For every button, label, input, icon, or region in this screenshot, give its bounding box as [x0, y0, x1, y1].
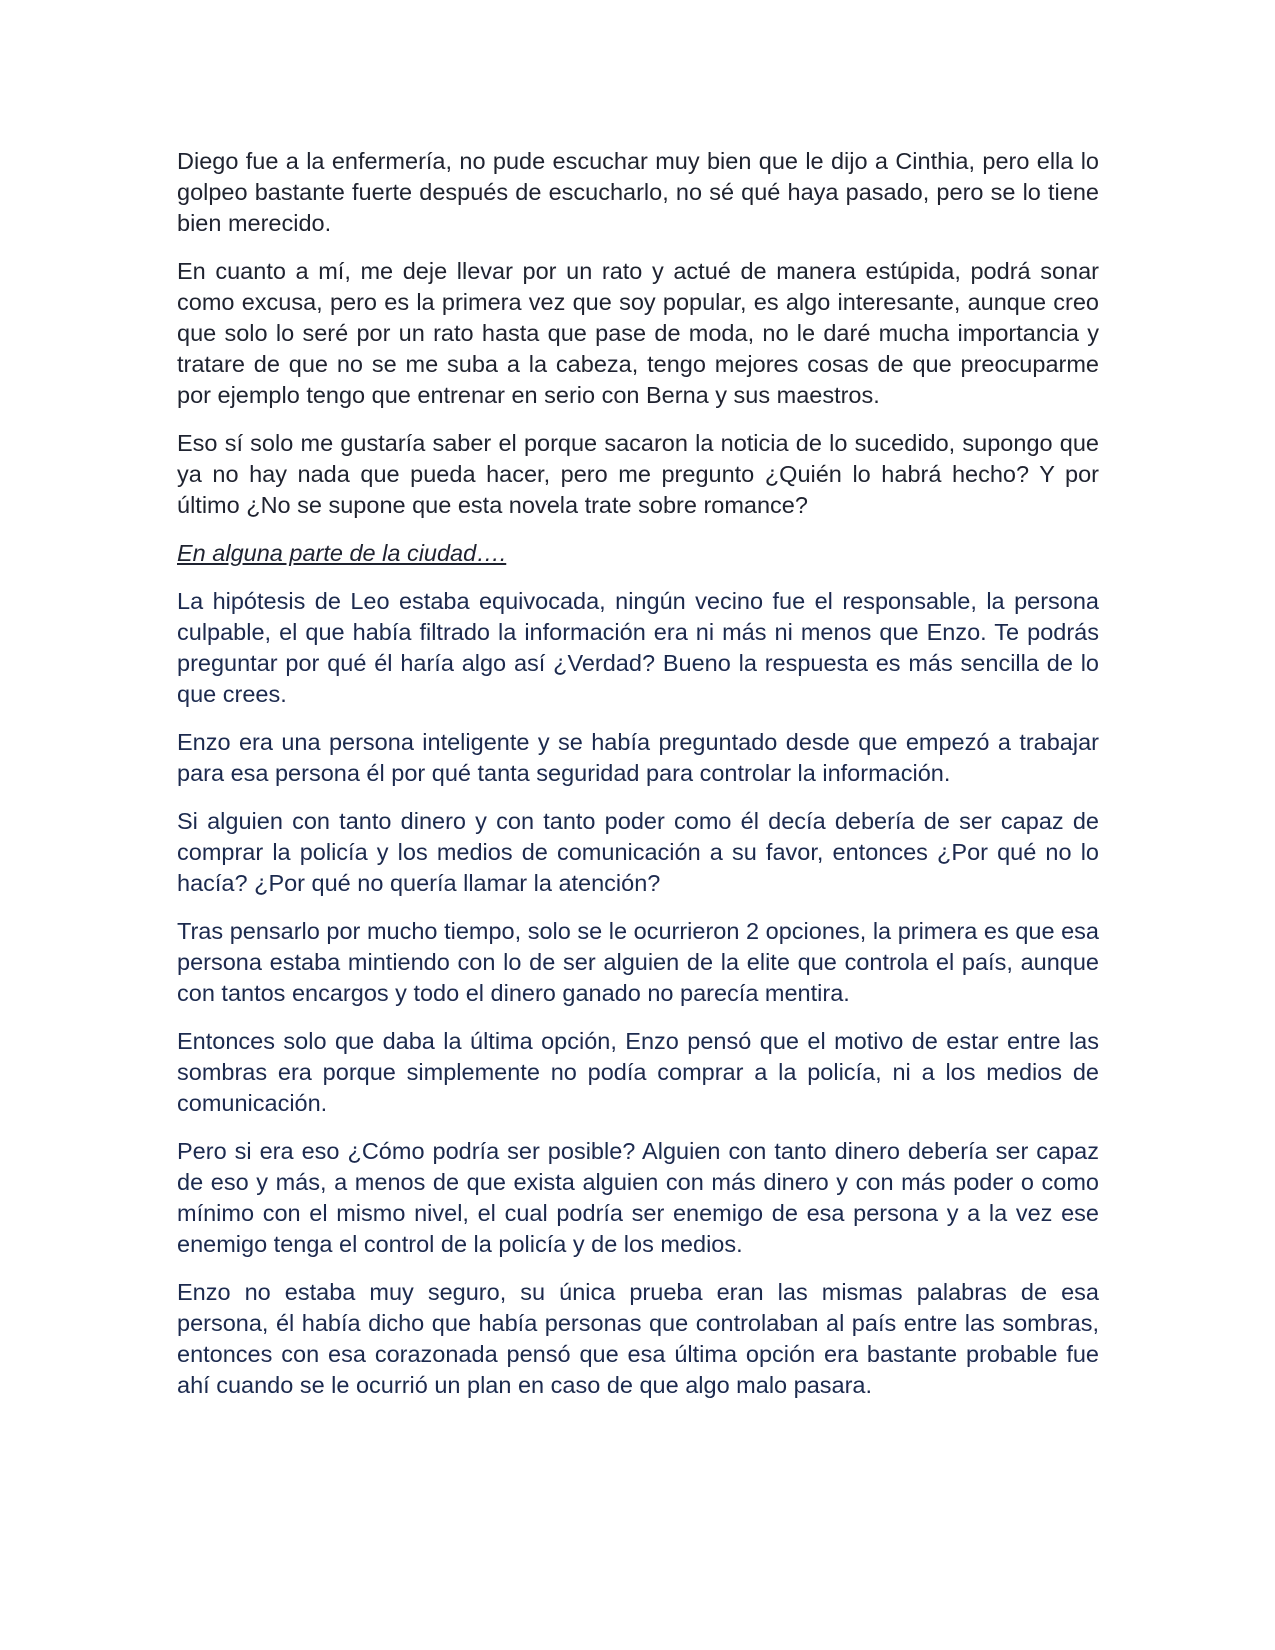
- paragraph: Tras pensarlo por mucho tiempo, solo se le ocurrieron 2 opciones, la primera es que esa persona estaba mintiendo con lo de ser alguien de la elite que controla el país, aunque con tantos encargos y todo el dinero ganado no parecía mentira.: [177, 918, 1099, 1006]
- section-heading: En alguna parte de la ciudad….: [177, 540, 507, 566]
- paragraph: Diego fue a la enfermería, no pude escuchar muy bien que le dijo a Cinthia, pero ella lo golpeo bastante fuerte después de escucharlo, no sé qué haya pasado, pero se lo tiene bien merecido.: [177, 148, 1099, 236]
- paragraph: Eso sí solo me gustaría saber el porque sacaron la noticia de lo sucedido, supongo que ya no hay nada que pueda hacer, pero me pregunto ¿Quién lo habrá hecho? Y por último ¿No se supone que esta novela trate sobre romance?: [177, 430, 1099, 518]
- paragraph: Si alguien con tanto dinero y con tanto poder como él decía debería de ser capaz de comprar la policía y los medios de comunicación a su favor, entonces ¿Por qué no lo hacía? ¿Por qué no quería llamar la atención?: [177, 808, 1099, 896]
- paragraph: La hipótesis de Leo estaba equivocada, ningún vecino fue el responsable, la persona culpable, el que había filtrado la información era ni más ni menos que Enzo. Te podrás preguntar por qué él haría algo así ¿Verdad? Bueno la respuesta es más sencilla de lo que crees.: [177, 588, 1099, 707]
- document-page: [177, 146, 1099, 1418]
- paragraph: En cuanto a mí, me deje llevar por un rato y actué de manera estúpida, podrá sonar como excusa, pero es la primera vez que soy popular, es algo interesante, aunque creo que solo lo seré por un rato hasta que pase de moda, no le daré mucha importancia y tratare de que no se me suba a la cabeza, tengo mejores cosas de que preocuparme por ejemplo tengo que entrenar en serio con Berna y sus maestros.: [177, 258, 1099, 408]
- paragraph: Entonces solo que daba la última opción, Enzo pensó que el motivo de estar entre las sombras era porque simplemente no podía comprar a la policía, ni a los medios de comunicación.: [177, 1028, 1099, 1116]
- paragraph: Pero si era eso ¿Cómo podría ser posible? Alguien con tanto dinero debería ser capaz de eso y más, a menos de que exista alguien con más dinero y con más poder o como mínimo con el mismo nivel, el cual podría ser enemigo de esa persona y a la vez ese enemigo tenga el control de la policía y de los medios.: [177, 1138, 1099, 1257]
- paragraph: Enzo no estaba muy seguro, su única prueba eran las mismas palabras de esa persona, él había dicho que había personas que controlaban al país entre las sombras, entonces con esa corazonada pensó que esa última opción era bastante probable fue ahí cuando se le ocurrió un plan en caso de que algo malo pasara.: [177, 1279, 1099, 1398]
- paragraph: Enzo era una persona inteligente y se había preguntado desde que empezó a trabajar para esa persona él por qué tanta seguridad para controlar la información.: [177, 729, 1099, 786]
